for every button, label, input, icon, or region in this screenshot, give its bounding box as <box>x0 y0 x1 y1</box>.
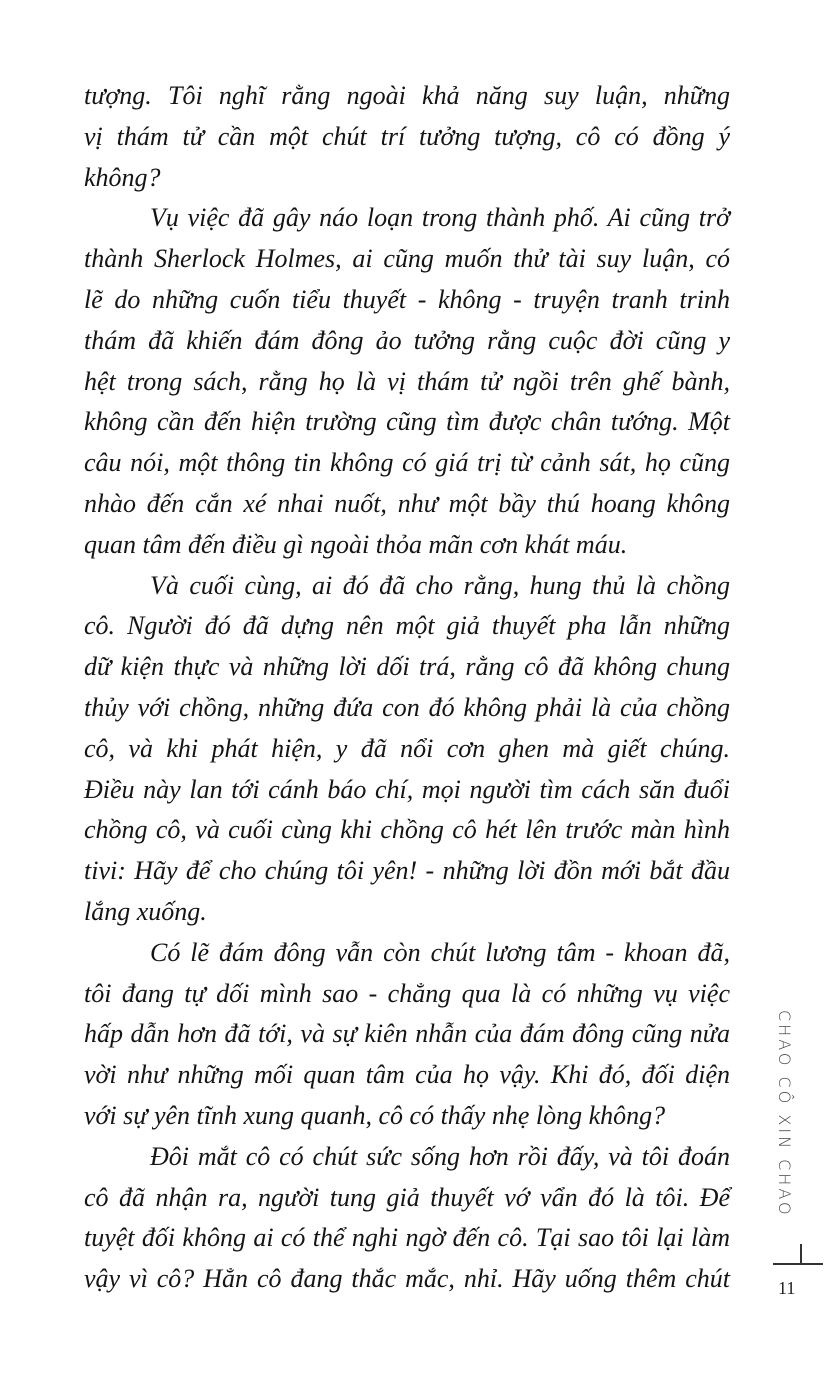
text-line: tượng. Tôi nghĩ rằng ngoài khả năng suy luận, những <box>84 81 730 110</box>
text-line: lắng xuống. <box>84 896 207 926</box>
page-number-rule <box>773 1263 823 1265</box>
body-text <box>84 76 730 1300</box>
text-line: cô đã nhận ra, người tung giả thuyết vớ vẩn đó là tôi. Để <box>84 1182 730 1212</box>
text-line: không cần đến hiện trường cũng tìm được chân tướng. Một <box>84 407 730 437</box>
paragraph <box>84 198 730 565</box>
page-number: 11 <box>778 1278 796 1298</box>
text-line: với sự yên tĩnh xung quanh, cô có thấy nhẹ lòng không? <box>84 1100 666 1130</box>
text-line: Có lẽ đám đông vẫn còn chút lương tâm - khoan đã, <box>150 937 730 967</box>
paragraph <box>84 76 730 198</box>
text-line: câu nói, một thông tin không có giá trị từ cảnh sát, họ cũng <box>84 448 730 478</box>
text-line: Điều này lan tới cánh báo chí, mọi người tìm cách săn đuổi <box>84 774 730 804</box>
text-line: quan tâm đến điều gì ngoài thỏa mãn cơn khát máu. <box>84 529 628 559</box>
text-line: vị thám tử cần một chút trí tưởng tượng, cô có đồng ý <box>84 121 730 151</box>
text-line: tuyệt đối không ai có thể nghi ngờ đến cô. Tại sao tôi lại làm <box>84 1223 730 1253</box>
running-head: CHAO CÔ XIN CHAO <box>775 1010 794 1218</box>
text-line: vời như những mối quan tâm của họ vậy. Khi đó, đối diện <box>84 1060 730 1090</box>
paragraph <box>84 1137 730 1300</box>
running-head-divider <box>800 1244 802 1265</box>
text-line: nhào đến cắn xé nhai nuốt, như một bầy thú hoang không <box>84 488 730 518</box>
text-line: cô, và khi phát hiện, y đã nổi cơn ghen mà giết chúng. <box>84 733 730 763</box>
text-line: hấp dẫn hơn đã tới, và sự kiên nhẫn của đám đông cũng nửa <box>84 1019 730 1049</box>
text-line: Đôi mắt cô có chút sức sống hơn rồi đấy, và tôi đoán <box>150 1141 730 1171</box>
paragraph <box>84 933 730 1137</box>
text-line: thủy với chồng, những đứa con đó không phải là của chồng <box>84 692 730 722</box>
text-line: cô. Người đó đã dựng nên một giả thuyết pha lẫn những <box>84 611 730 641</box>
text-line: hệt trong sách, rằng họ là vị thám tử ngồi trên ghế bành, <box>84 366 730 396</box>
text-line: vậy vì cô? Hẳn cô đang thắc mắc, nhỉ. Hãy uống thêm chút <box>84 1264 730 1294</box>
text-line: dữ kiện thực và những lời dối trá, rằng cô đã không chung <box>84 652 730 682</box>
text-line: thành Sherlock Holmes, ai cũng muốn thử tài suy luận, có <box>84 244 730 274</box>
text-line: Vụ việc đã gây náo loạn trong thành phố. Ai cũng trở <box>150 203 730 233</box>
text-line: tivi: Hãy để cho chúng tôi yên! - những lời đồn mới bắt đầu <box>84 856 730 886</box>
paragraph <box>84 566 730 933</box>
text-line: Và cuối cùng, ai đó đã cho rằng, hung thủ là chồng <box>150 570 730 600</box>
text-line: tôi đang tự dối mình sao - chẳng qua là có những vụ việc <box>84 978 730 1008</box>
text-line: thám đã khiến đám đông ảo tưởng rằng cuộc đời cũng y <box>84 325 730 355</box>
text-line: không? <box>84 162 161 192</box>
text-line: chồng cô, và cuối cùng khi chồng cô hét lên trước màn hình <box>84 815 730 845</box>
text-line: lẽ do những cuốn tiểu thuyết - không - truyện tranh trinh <box>84 284 730 314</box>
